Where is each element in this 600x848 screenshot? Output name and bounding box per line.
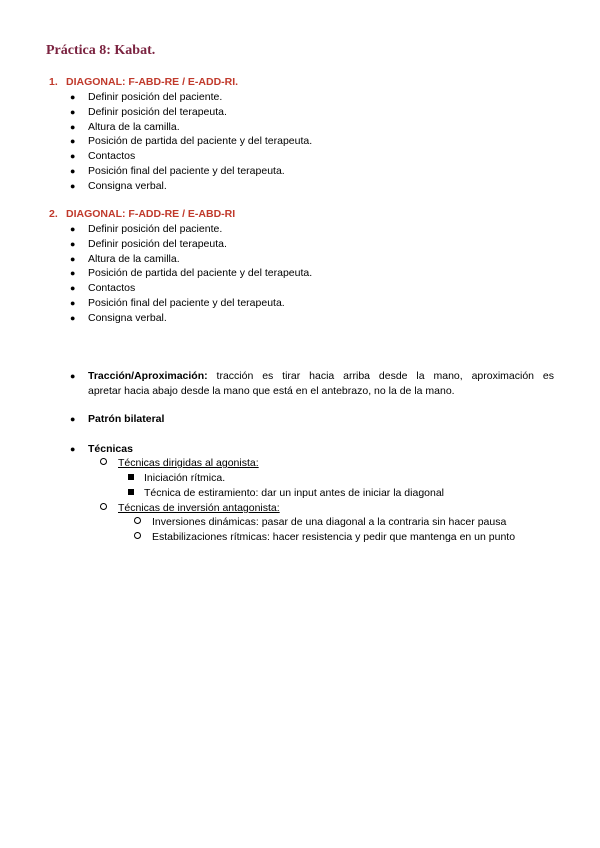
list-item: ● Posición de partida del paciente y del terapeuta. bbox=[70, 267, 313, 280]
circle-bullet-icon bbox=[100, 503, 107, 510]
section1-heading bbox=[49, 76, 238, 88]
square-bullet-icon bbox=[128, 474, 134, 480]
page-title: Práctica 8: Kabat. bbox=[46, 43, 156, 58]
section1-heading-text: DIAGONAL: F-ABD-RE / E-ADD-RI. bbox=[66, 76, 239, 88]
circle-bullet-icon bbox=[134, 532, 141, 539]
list-item: Técnica de estiramiento: dar un input antes de iniciar la diagonal bbox=[128, 486, 444, 501]
bullet-icon: ● bbox=[70, 268, 76, 279]
list-item: ● Contactos bbox=[70, 282, 136, 295]
bullet-icon: ● bbox=[70, 92, 76, 102]
list-item: ● Contactos bbox=[70, 150, 136, 163]
list-item: ● Posición de partida del paciente y del terapeuta. bbox=[70, 135, 313, 148]
bullet-icon: ● bbox=[70, 414, 76, 424]
circle-bullet-icon bbox=[134, 517, 141, 524]
list-item: ● Altura de la camilla. bbox=[70, 120, 180, 133]
bullet-icon: ● bbox=[70, 106, 76, 117]
traccion-paragraph bbox=[70, 369, 554, 399]
section2-list bbox=[70, 222, 312, 326]
antagonista-subheading bbox=[100, 501, 280, 516]
list-item: ● Definir posición del terapeuta. bbox=[70, 105, 227, 118]
list-item: ● Posición final del paciente y del terapeuta. bbox=[70, 296, 285, 309]
bullet-icon: ● bbox=[70, 180, 76, 191]
bullet-icon: ● bbox=[70, 253, 76, 264]
bullet-icon: ● bbox=[70, 136, 76, 147]
circle-bullet-icon bbox=[100, 458, 107, 465]
bullet-icon: ● bbox=[70, 224, 76, 234]
traccion-line-2: apretar hacia abajo desde la mano que está en el antebrazo, no la de la mano. bbox=[88, 385, 455, 397]
traccion-text: tracción es tirar hacia arriba desde la mano, aproximación es bbox=[216, 370, 555, 382]
bullet-icon: ● bbox=[70, 371, 76, 381]
bullet-icon: ● bbox=[70, 165, 76, 176]
bullet-icon: ● bbox=[70, 444, 76, 454]
tecnicas-item bbox=[70, 442, 554, 457]
agonista-label: Técnicas dirigidas al agonista: bbox=[118, 457, 259, 469]
list-item: ● Definir posición del paciente. bbox=[70, 223, 223, 235]
antagonista-label: Técnicas de inversión antagonista: bbox=[118, 502, 280, 514]
patron-item bbox=[70, 412, 554, 427]
list-item: Estabilizaciones rítmicas: hacer resistencia y pedir que mantenga en un punto bbox=[134, 530, 515, 545]
section2-heading-text: DIAGONAL: F-ADD-RE / E-ABD-RI bbox=[66, 208, 236, 220]
section2-number: 2. bbox=[49, 208, 58, 220]
list-item: ● Consigna verbal. bbox=[70, 311, 167, 324]
bullet-icon: ● bbox=[70, 283, 76, 294]
list-item: Inversiones dinámicas: pasar de una diagonal a la contraria sin hacer pausa bbox=[134, 515, 506, 530]
bullet-icon: ● bbox=[70, 297, 76, 308]
list-item: ● Altura de la camilla. bbox=[70, 252, 180, 265]
list-item: ● Posición final del paciente y del terapeuta. bbox=[70, 164, 285, 177]
tecnicas-label: Técnicas bbox=[88, 443, 133, 455]
list-item: ● Definir posición del terapeuta. bbox=[70, 237, 227, 250]
section1-number: 1. bbox=[49, 76, 58, 88]
bullet-icon: ● bbox=[70, 312, 76, 323]
agonista-subheading bbox=[100, 456, 259, 471]
traccion-line-1 bbox=[88, 369, 554, 384]
list-item: Iniciación rítmica. bbox=[128, 471, 225, 486]
bullet-icon: ● bbox=[70, 151, 76, 162]
patron-label: Patrón bilateral bbox=[88, 413, 165, 425]
bullet-icon: ● bbox=[70, 121, 76, 132]
section2-heading bbox=[49, 208, 235, 220]
list-item: ● Definir posición del paciente. bbox=[70, 91, 223, 103]
list-item: ● Consigna verbal. bbox=[70, 179, 167, 192]
square-bullet-icon bbox=[128, 489, 134, 495]
bullet-icon: ● bbox=[70, 238, 76, 249]
traccion-label: Tracción/Aproximación: bbox=[88, 370, 208, 382]
section1-list bbox=[70, 90, 312, 194]
